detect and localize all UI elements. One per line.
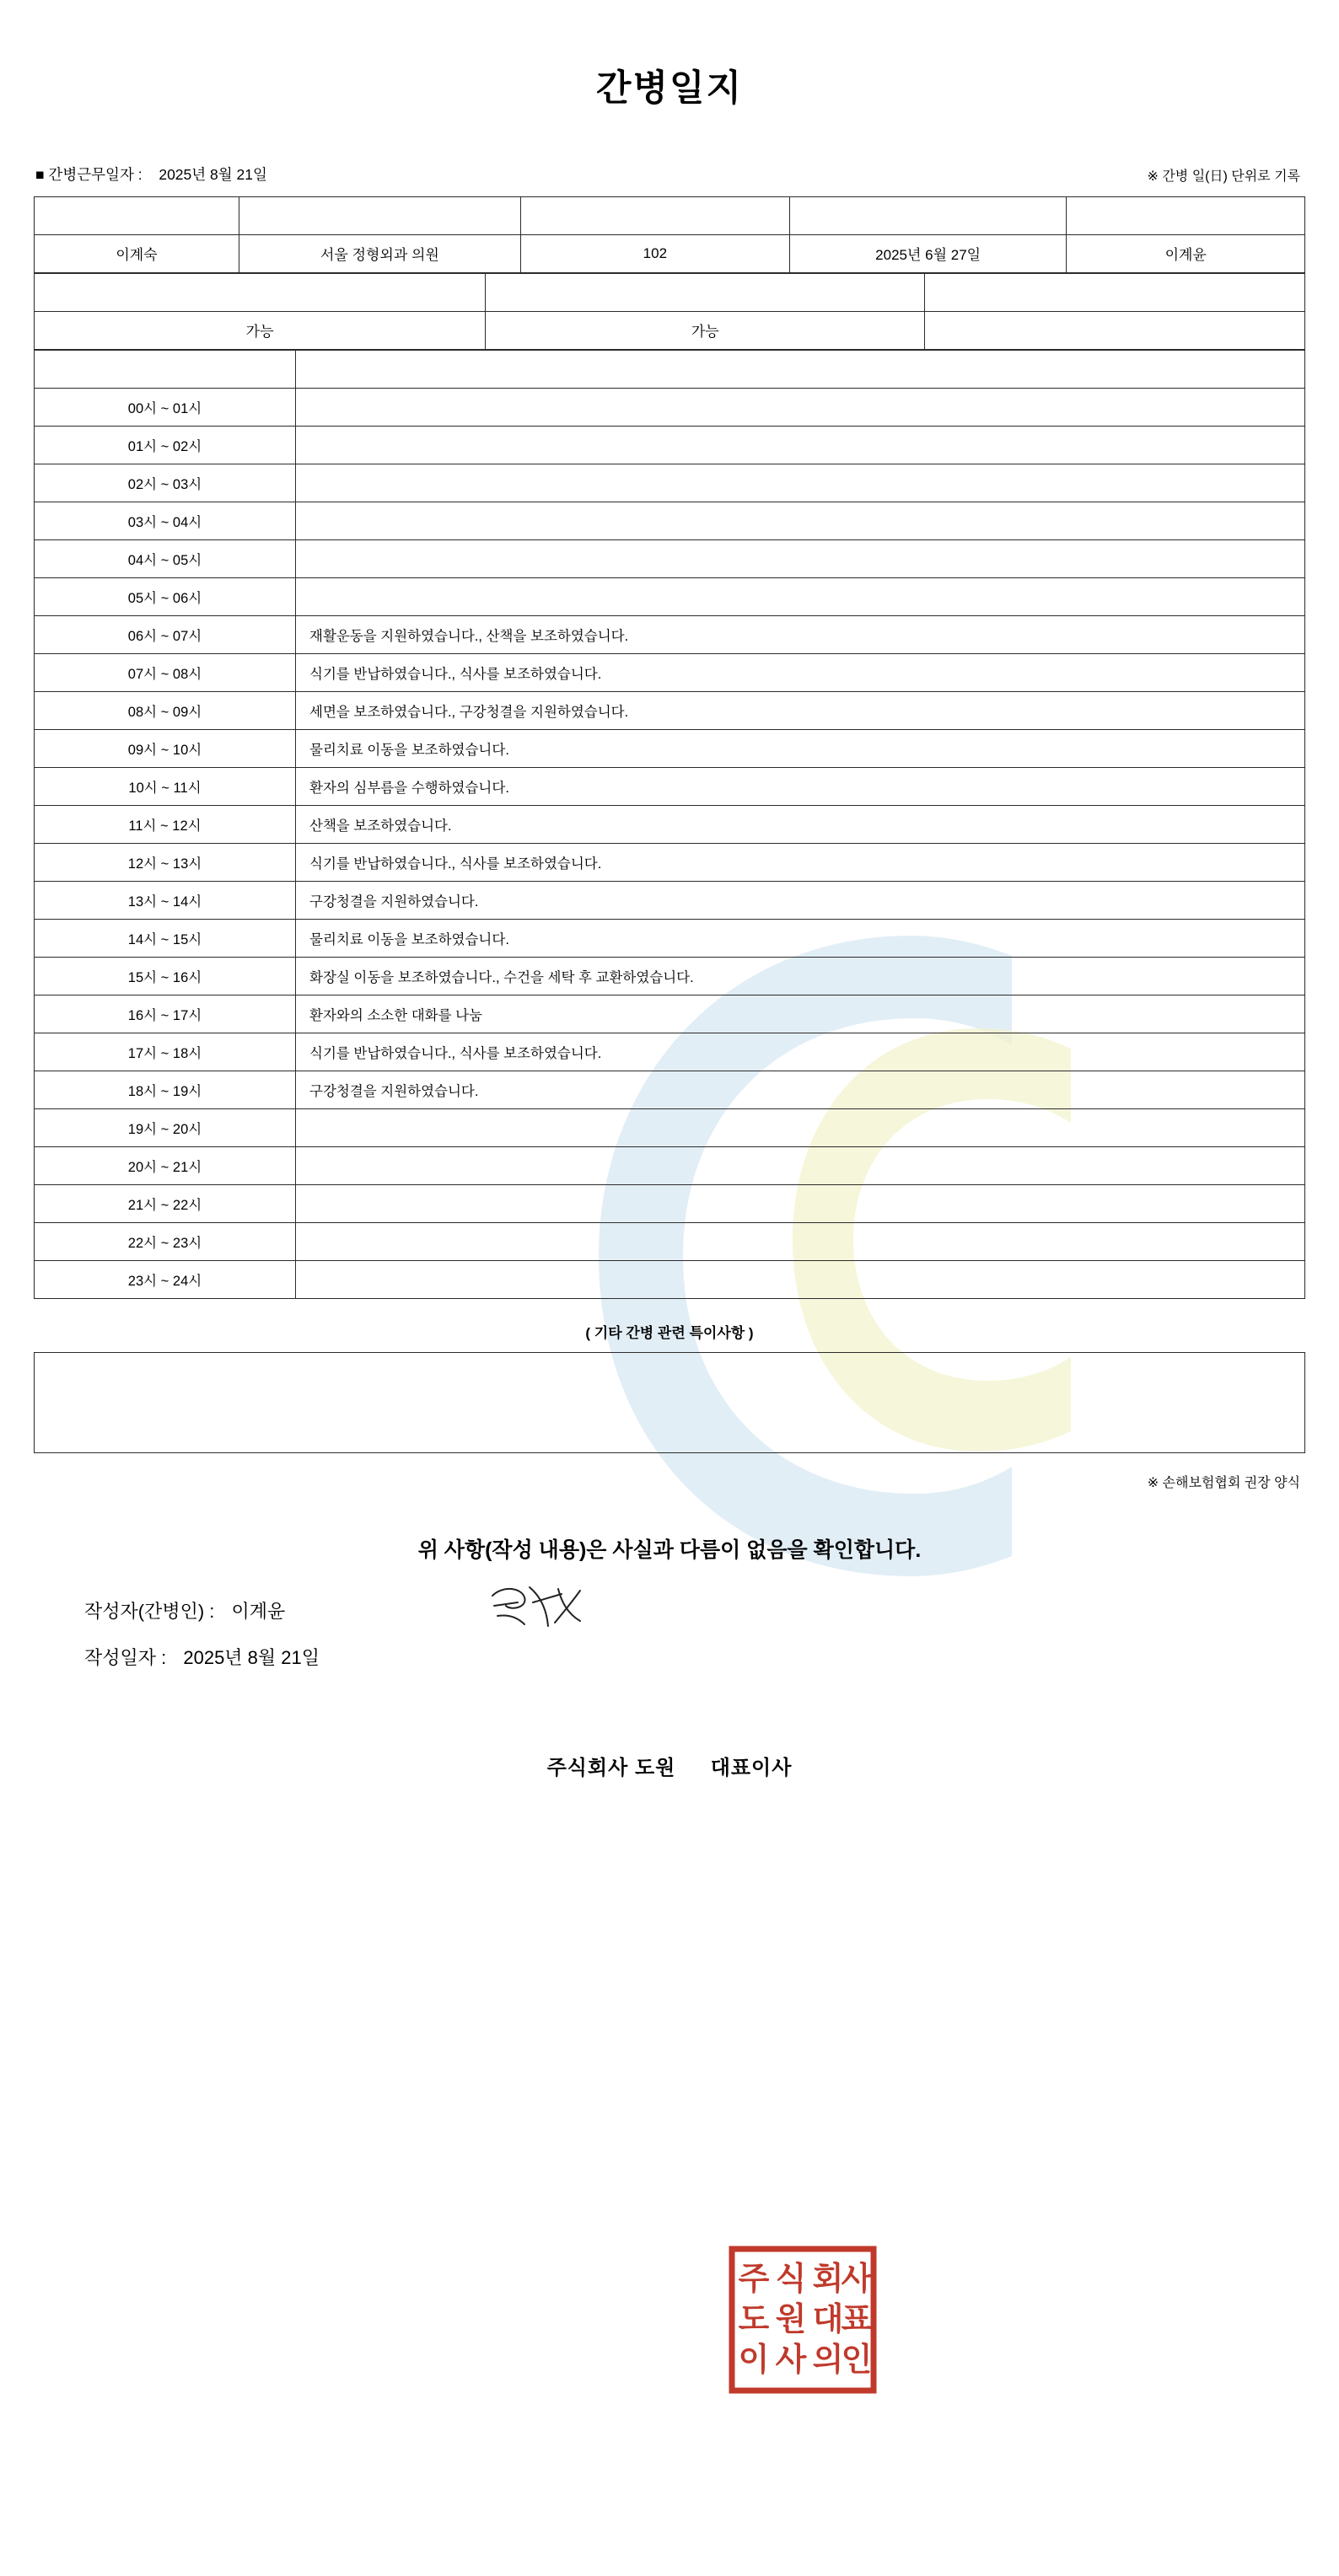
- cell-time: 21시 ~ 22시: [35, 1184, 296, 1222]
- cell-time: 07시 ~ 08시: [35, 653, 296, 691]
- svg-text:사: 사: [775, 2341, 807, 2378]
- cell-care-content: [296, 426, 1305, 464]
- cell-time: 16시 ~ 17시: [35, 995, 296, 1033]
- company-line: [34, 1751, 1305, 1780]
- table-row: [35, 691, 1305, 729]
- cell-time: 05시 ~ 06시: [35, 577, 296, 615]
- svg-text:의: 의: [812, 2341, 844, 2378]
- cell-care-content: 물리치료 이동을 보조하였습니다.: [296, 729, 1305, 767]
- cell-care-content: [296, 388, 1305, 426]
- company-name: 주식회사 도원: [546, 1756, 676, 1779]
- cell-time: 13시 ~ 14시: [35, 881, 296, 919]
- meta-row: [34, 164, 1305, 185]
- table-row: [35, 388, 1305, 426]
- extra-notes-title: ( 기타 간병 관련 특이사항 ): [585, 1324, 754, 1341]
- table-row: [35, 729, 1305, 767]
- cell-time: 09시 ~ 10시: [35, 729, 296, 767]
- table-header-row: [35, 196, 1305, 234]
- table-row: [35, 1184, 1305, 1222]
- cell-time: 12시 ~ 13시: [35, 843, 296, 881]
- table-row: [35, 1222, 1305, 1260]
- table-row: [35, 1146, 1305, 1184]
- handwritten-signature-icon: [481, 1577, 590, 1636]
- cell-care-content: 구강청결을 지원하였습니다.: [296, 881, 1305, 919]
- table-row: [35, 426, 1305, 464]
- cell-care-content: [296, 577, 1305, 615]
- svg-text:회: 회: [812, 2260, 844, 2297]
- table-row: [35, 767, 1305, 805]
- care-ability-table: [34, 273, 1305, 350]
- table-row: [35, 539, 1305, 577]
- writer-label: 작성자(간병인) :: [84, 1600, 215, 1622]
- col-header-tube-insertion: 체내 관 삽입: [925, 273, 1305, 311]
- svg-text:원: 원: [775, 2300, 807, 2337]
- cell-admission-date: 2025년 6월 27일: [789, 234, 1067, 272]
- date-value: 2025년 8월 21일: [183, 1646, 320, 1668]
- writer-value: 이계윤: [231, 1600, 286, 1622]
- cell-care-content: [296, 502, 1305, 539]
- col-header-self-walking: 자가 보행: [35, 273, 486, 311]
- cell-time: 22시 ~ 23시: [35, 1222, 296, 1260]
- table-header-row: [35, 273, 1305, 311]
- table-row: [35, 1033, 1305, 1071]
- hourly-log-table: [34, 350, 1305, 1299]
- svg-text:식: 식: [775, 2260, 807, 2297]
- col-header-caregiver-name: 간병인명: [1067, 196, 1305, 234]
- extra-notes-box[interactable]: [34, 1352, 1305, 1453]
- cell-time: 11시 ~ 12시: [35, 805, 296, 843]
- cell-room-number: 102: [520, 234, 789, 272]
- col-header-oral-intake: 음식 경구 섭취: [486, 273, 925, 311]
- svg-text:도: 도: [738, 2300, 770, 2337]
- svg-text:사: 사: [841, 2260, 873, 2297]
- col-header-time: 시간: [35, 350, 296, 388]
- table-row: [35, 234, 1305, 272]
- table-row: [35, 1108, 1305, 1146]
- cell-time: 10시 ~ 11시: [35, 767, 296, 805]
- cell-care-content: [296, 1222, 1305, 1260]
- col-header-admission-date: 입원날짜: [789, 196, 1067, 234]
- table-row: [35, 311, 1305, 349]
- confirmation-statement: 위 사항(작성 내용)은 사실과 다름이 없음을 확인합니다.: [417, 1538, 922, 1562]
- cell-care-content: [296, 1260, 1305, 1298]
- cell-care-content: [296, 1108, 1305, 1146]
- hourly-log-body: [35, 350, 1305, 1298]
- signature-block: [34, 1597, 1305, 1670]
- table-row: [35, 957, 1305, 995]
- col-header-patient-name: 환자성명: [35, 196, 239, 234]
- cell-time: 23시 ~ 24시: [35, 1260, 296, 1298]
- cell-time: 03시 ~ 04시: [35, 502, 296, 539]
- company-role: 대표이사: [710, 1756, 793, 1779]
- work-date-value: 2025년 8월 21일: [159, 165, 267, 183]
- cell-care-content: [296, 464, 1305, 502]
- table-row: [35, 805, 1305, 843]
- cell-time: 04시 ~ 05시: [35, 539, 296, 577]
- cell-time: 17시 ~ 18시: [35, 1033, 296, 1071]
- cell-time: 14시 ~ 15시: [35, 919, 296, 957]
- cell-time: 01시 ~ 02시: [35, 426, 296, 464]
- col-header-room-number: 병실호수: [520, 196, 789, 234]
- cell-care-content: 식기를 반납하였습니다., 식사를 보조하였습니다.: [296, 843, 1305, 881]
- cell-care-content: [296, 539, 1305, 577]
- cell-time: 06시 ~ 07시: [35, 615, 296, 653]
- association-note: ※ 손해보험협회 권장 양식: [1147, 1475, 1300, 1490]
- cell-caregiver-name: 이계윤: [1067, 234, 1305, 272]
- table-row: [35, 615, 1305, 653]
- cell-hospital: 서울 정형외과 의원: [239, 234, 520, 272]
- cell-patient-name: 이계숙: [35, 234, 239, 272]
- svg-text:이: 이: [738, 2341, 770, 2378]
- table-row: [35, 464, 1305, 502]
- cell-time: 02시 ~ 03시: [35, 464, 296, 502]
- cell-care-content: [296, 1146, 1305, 1184]
- svg-text:표: 표: [841, 2300, 873, 2337]
- cell-care-content: 재활운동을 지원하였습니다., 산책을 보조하였습니다.: [296, 615, 1305, 653]
- writer-line: [84, 1597, 1305, 1623]
- cell-care-content: 식기를 반납하였습니다., 식사를 보조하였습니다.: [296, 653, 1305, 691]
- svg-text:인: 인: [841, 2341, 873, 2378]
- company-seal-stamp-icon: [729, 2246, 877, 2394]
- table-row: [35, 577, 1305, 615]
- cell-care-content: 물리치료 이동을 보조하였습니다.: [296, 919, 1305, 957]
- table-row: [35, 653, 1305, 691]
- cell-care-content: 구강청결을 지원하였습니다.: [296, 1071, 1305, 1108]
- cell-care-content: 세면을 보조하였습니다., 구강청결을 지원하였습니다.: [296, 691, 1305, 729]
- table-row: [35, 881, 1305, 919]
- cell-care-content: 환자와의 소소한 대화를 나눔: [296, 995, 1305, 1033]
- cell-time: 00시 ~ 01시: [35, 388, 296, 426]
- work-date-label: ■ 간병근무일자 :: [35, 165, 143, 183]
- cell-care-content: 화장실 이동을 보조하였습니다., 수건을 세탁 후 교환하였습니다.: [296, 957, 1305, 995]
- col-header-care-content: 간병 내용: [296, 350, 1305, 388]
- page-title: 간병일지: [595, 68, 744, 109]
- col-header-hospital: 의료기관: [239, 196, 520, 234]
- table-row: [35, 1071, 1305, 1108]
- table-row: [35, 843, 1305, 881]
- table-header-row: [35, 350, 1305, 388]
- table-row: [35, 502, 1305, 539]
- unit-note: ※ 간병 일(日) 단위로 기록: [1147, 169, 1300, 184]
- table-row: [35, 1260, 1305, 1298]
- cell-oral-intake: 가능: [486, 311, 925, 349]
- svg-text:주: 주: [738, 2260, 770, 2297]
- cell-care-content: 환자의 심부름을 수행하였습니다.: [296, 767, 1305, 805]
- table-row: [35, 995, 1305, 1033]
- date-line: [84, 1644, 1305, 1670]
- cell-time: 19시 ~ 20시: [35, 1108, 296, 1146]
- cell-time: 20시 ~ 21시: [35, 1146, 296, 1184]
- patient-info-table: [34, 196, 1305, 273]
- date-label: 작성일자 :: [84, 1646, 167, 1668]
- cell-care-content: 산책을 보조하였습니다.: [296, 805, 1305, 843]
- cell-care-content: 식기를 반납하였습니다., 식사를 보조하였습니다.: [296, 1033, 1305, 1071]
- cell-care-content: [296, 1184, 1305, 1222]
- svg-text:대: 대: [812, 2300, 844, 2337]
- cell-tube-insertion: [925, 311, 1305, 349]
- cell-time: 08시 ~ 09시: [35, 691, 296, 729]
- table-row: [35, 919, 1305, 957]
- cell-self-walking: 가능: [35, 311, 486, 349]
- cell-time: 15시 ~ 16시: [35, 957, 296, 995]
- cell-time: 18시 ~ 19시: [35, 1071, 296, 1108]
- work-date: [35, 164, 267, 185]
